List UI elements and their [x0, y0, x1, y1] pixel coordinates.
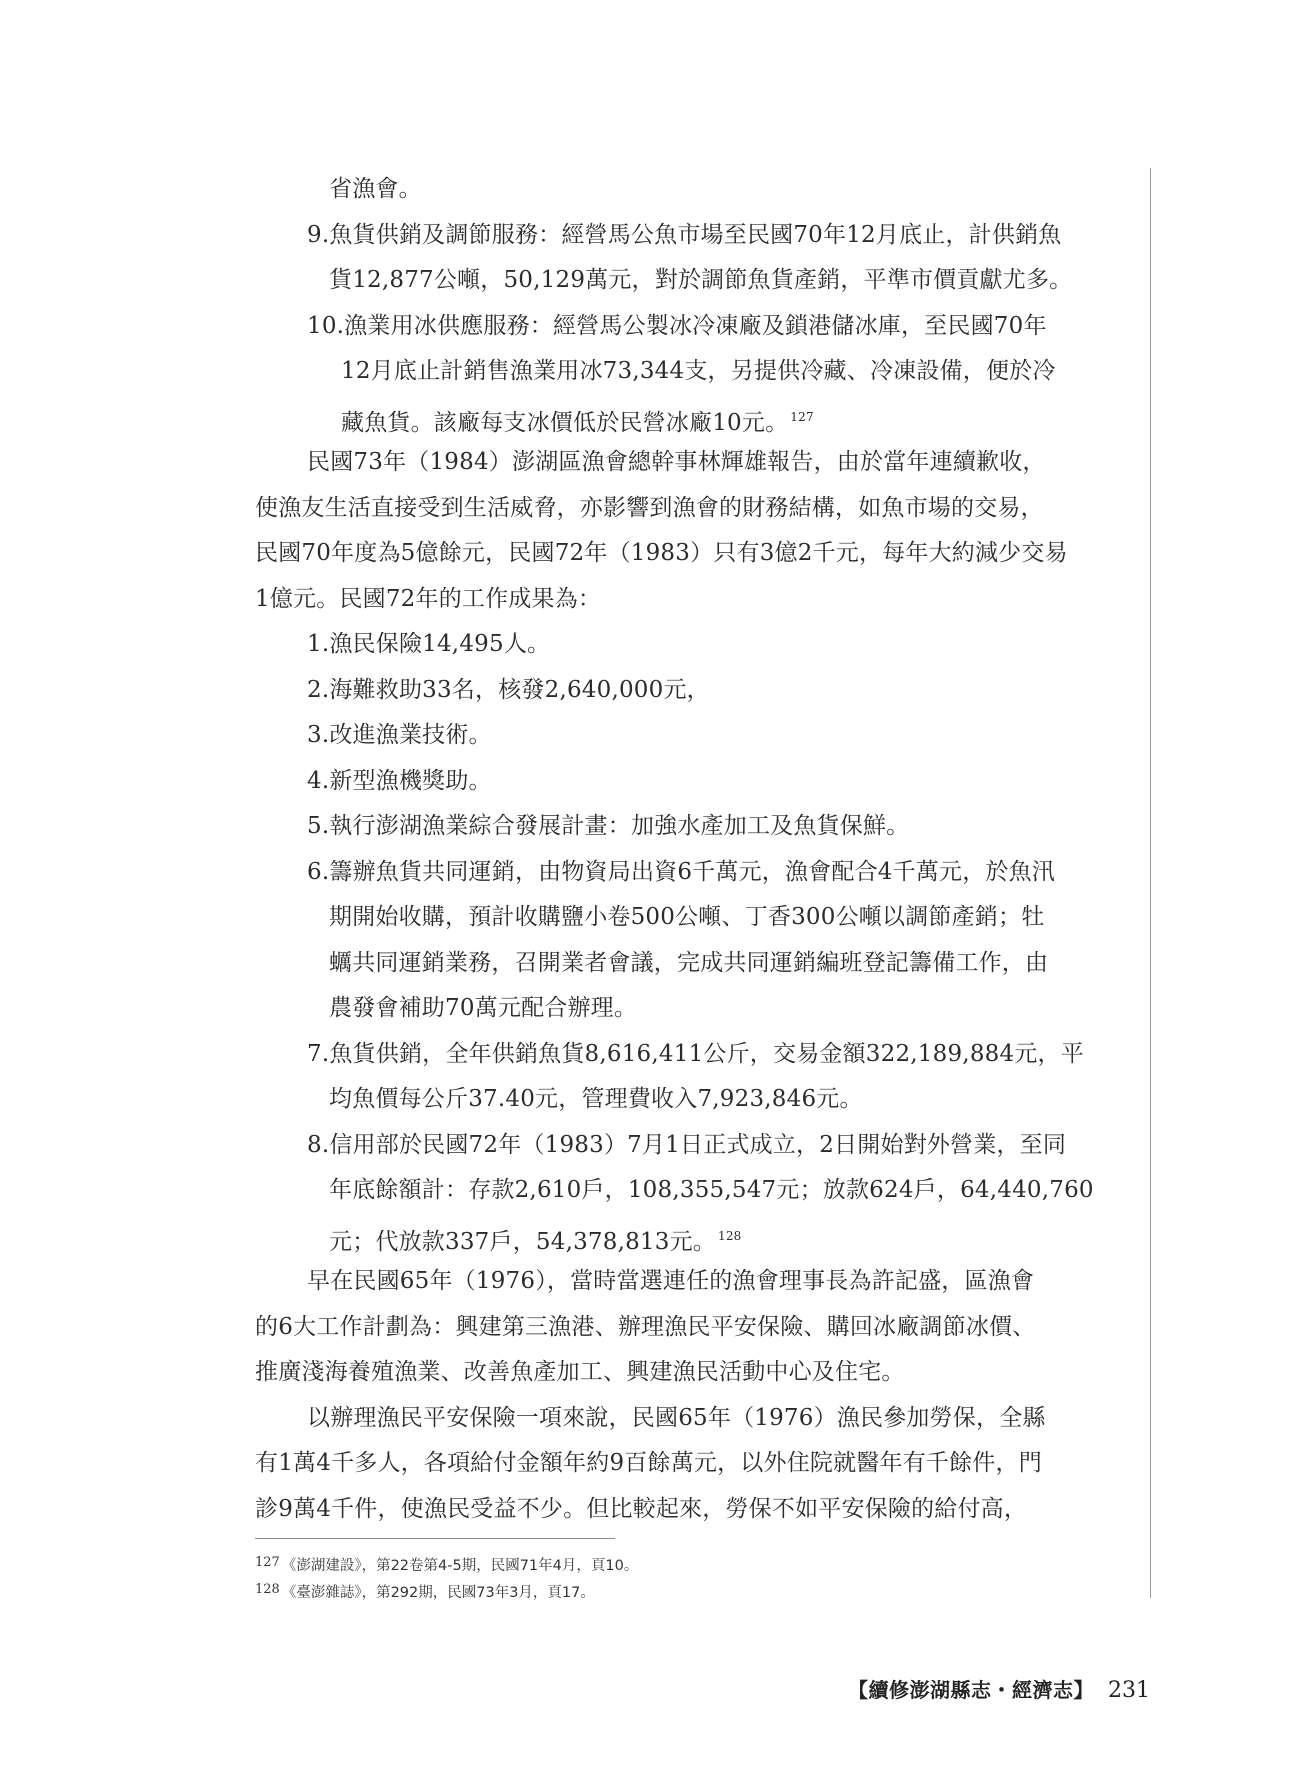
text-line-content: 民國73年（1984）澎湖區漁會總幹事林輝雄報告，由於當年連續歉收，	[307, 449, 1046, 475]
text-line-content: 使漁友生活直接受到生活威脅，亦影響到漁會的財務結構，如魚市場的交易，	[255, 494, 1044, 521]
text-line	[255, 1488, 1131, 1530]
text-line-content: 早在民國65年（1976），當時當選連任的漁會理事長為許記盛，區漁會	[307, 1268, 1035, 1294]
text-line-content: 1億元。民國72年的工作成果為：	[255, 585, 602, 612]
margin-rule	[1150, 168, 1151, 1598]
text-line-content: 期開始收購，預計收購鹽小卷500公噸、丁香300公噸以調節產銷；牡	[329, 904, 1045, 930]
text-line-content: 有1萬4千多人，各項給付金額年約9百餘萬元，以外住院就醫年有千餘件，門	[255, 1450, 1042, 1476]
footnote-text: 《臺澎雜誌》，第292期，民國73年3月，頁17。	[281, 1585, 595, 1601]
text-line	[255, 623, 1131, 665]
footnotes	[255, 1549, 1135, 1603]
text-line	[255, 942, 1131, 984]
text-line	[255, 487, 1131, 529]
text-line	[255, 578, 1131, 620]
footnote-reference: 127	[790, 409, 814, 424]
text-line	[255, 1124, 1131, 1166]
footnote	[255, 1576, 1135, 1603]
text-line-content: 7.魚貨供銷，全年供銷魚貨8,616,411公斤，交易金額322,189,884元，平	[307, 1040, 1084, 1067]
footnote-number: 128	[255, 1582, 280, 1597]
text-line-content: 省漁會。	[329, 176, 422, 202]
text-line	[255, 532, 1131, 574]
text-line-content: 2.海難救助33名，核發2,640,000元，	[307, 676, 710, 703]
text-line	[255, 987, 1131, 1029]
running-title: 【續修澎湖縣志・經濟志】	[848, 1678, 1094, 1702]
text-line-content: 1.漁民保險14,495人。	[307, 631, 551, 657]
text-line	[255, 1078, 1131, 1120]
text-line-content: 推廣淺海養殖漁業、改善魚產加工、興建漁民活動中心及住宅。	[255, 1359, 905, 1385]
text-line	[255, 1397, 1131, 1439]
text-line-content: 蠣共同運銷業務，召開業者會議，完成共同運銷編班登記籌備工作，由	[329, 949, 1049, 976]
text-line	[255, 350, 1131, 392]
text-line-content: 3.改進漁業技術。	[307, 722, 492, 748]
text-line-content: 5.執行澎湖漁業綜合發展計畫：加強水產加工及魚貨保鮮。	[307, 813, 910, 839]
text-line	[255, 1215, 1131, 1257]
text-line	[255, 1306, 1131, 1348]
text-line-content: 8.信用部於民國72年（1983）7月1日正式成立，2日開始對外營業，至同	[307, 1131, 1067, 1158]
footnote-number: 127	[255, 1555, 280, 1570]
text-line	[255, 896, 1131, 938]
footnote	[255, 1549, 1135, 1576]
text-line	[255, 396, 1131, 438]
text-line-content: 以辦理漁民平安保險一項來說，民國65年（1976）漁民參加勞保，全縣	[307, 1404, 1046, 1431]
text-line-content: 藏魚貨。該廠每支冰價低於民營冰廠10元。	[341, 409, 789, 436]
text-line-content: 均魚價每公斤37.40元，管理費收入7,923,846元。	[329, 1086, 863, 1112]
text-line	[255, 305, 1131, 347]
text-line-content: 農發會補助70萬元配合辦理。	[329, 995, 638, 1021]
text-line-content: 9.魚貨供銷及調節服務：經營馬公魚市場至民國70年12月底止，計供銷魚	[307, 221, 1062, 248]
page-footer	[848, 1674, 1150, 1703]
text-line-content: 診9萬4千件，使漁民受益不少。但比較起來，勞保不如平安保險的給付高，	[255, 1495, 1028, 1522]
footnote-reference: 128	[718, 1228, 742, 1243]
footnote-separator	[255, 1538, 615, 1539]
text-line-content: 12月底止計銷售漁業用冰73,344支，另提供冷藏、冷凍設備，便於冷	[341, 358, 1056, 384]
text-line-content: 年底餘額計：存款2,610戶，108,355,547元；放款624戶，64,440,760	[329, 1177, 1094, 1203]
text-line	[255, 1442, 1131, 1484]
text-line-content: 貨12,877公噸，50,129萬元，對於調節魚貨產銷，平準市價貢獻尤多。	[329, 267, 1073, 293]
body-text	[255, 168, 1131, 1533]
text-line	[255, 1260, 1131, 1302]
text-line	[255, 214, 1131, 256]
text-line	[255, 851, 1131, 893]
footnote-text: 《澎湖建設》，第22卷第4-5期，民國71年4月，頁10。	[281, 1558, 639, 1574]
text-line-content: 元；代放款337戶，54,378,813元。	[329, 1228, 716, 1255]
text-line	[255, 805, 1131, 847]
text-line	[255, 1033, 1131, 1075]
text-line-content: 的6大工作計劃為：興建第三漁港、辦理漁民平安保險、購回冰廠調節冰價、	[255, 1313, 1036, 1340]
text-line	[255, 714, 1131, 756]
text-line	[255, 1351, 1131, 1393]
text-line	[255, 760, 1131, 802]
text-line-content: 6.籌辦魚貨共同運銷，由物資局出資6千萬元，漁會配合4千萬元，於魚汛	[307, 858, 1056, 885]
text-line-content: 4.新型漁機獎助。	[307, 767, 492, 794]
text-line	[255, 1169, 1131, 1211]
text-line	[255, 259, 1131, 301]
text-line	[255, 669, 1131, 711]
page-number: 231	[1108, 1678, 1150, 1703]
text-line-content: 10.漁業用冰供應服務：經營馬公製冰冷凍廠及鎖港儲冰庫，至民國70年	[307, 312, 1047, 339]
text-line	[255, 441, 1131, 483]
text-line	[255, 168, 1131, 210]
text-line-content: 民國70年度為5億餘元，民國72年（1983）只有3億2千元，每年大約減少交易	[255, 540, 1068, 566]
